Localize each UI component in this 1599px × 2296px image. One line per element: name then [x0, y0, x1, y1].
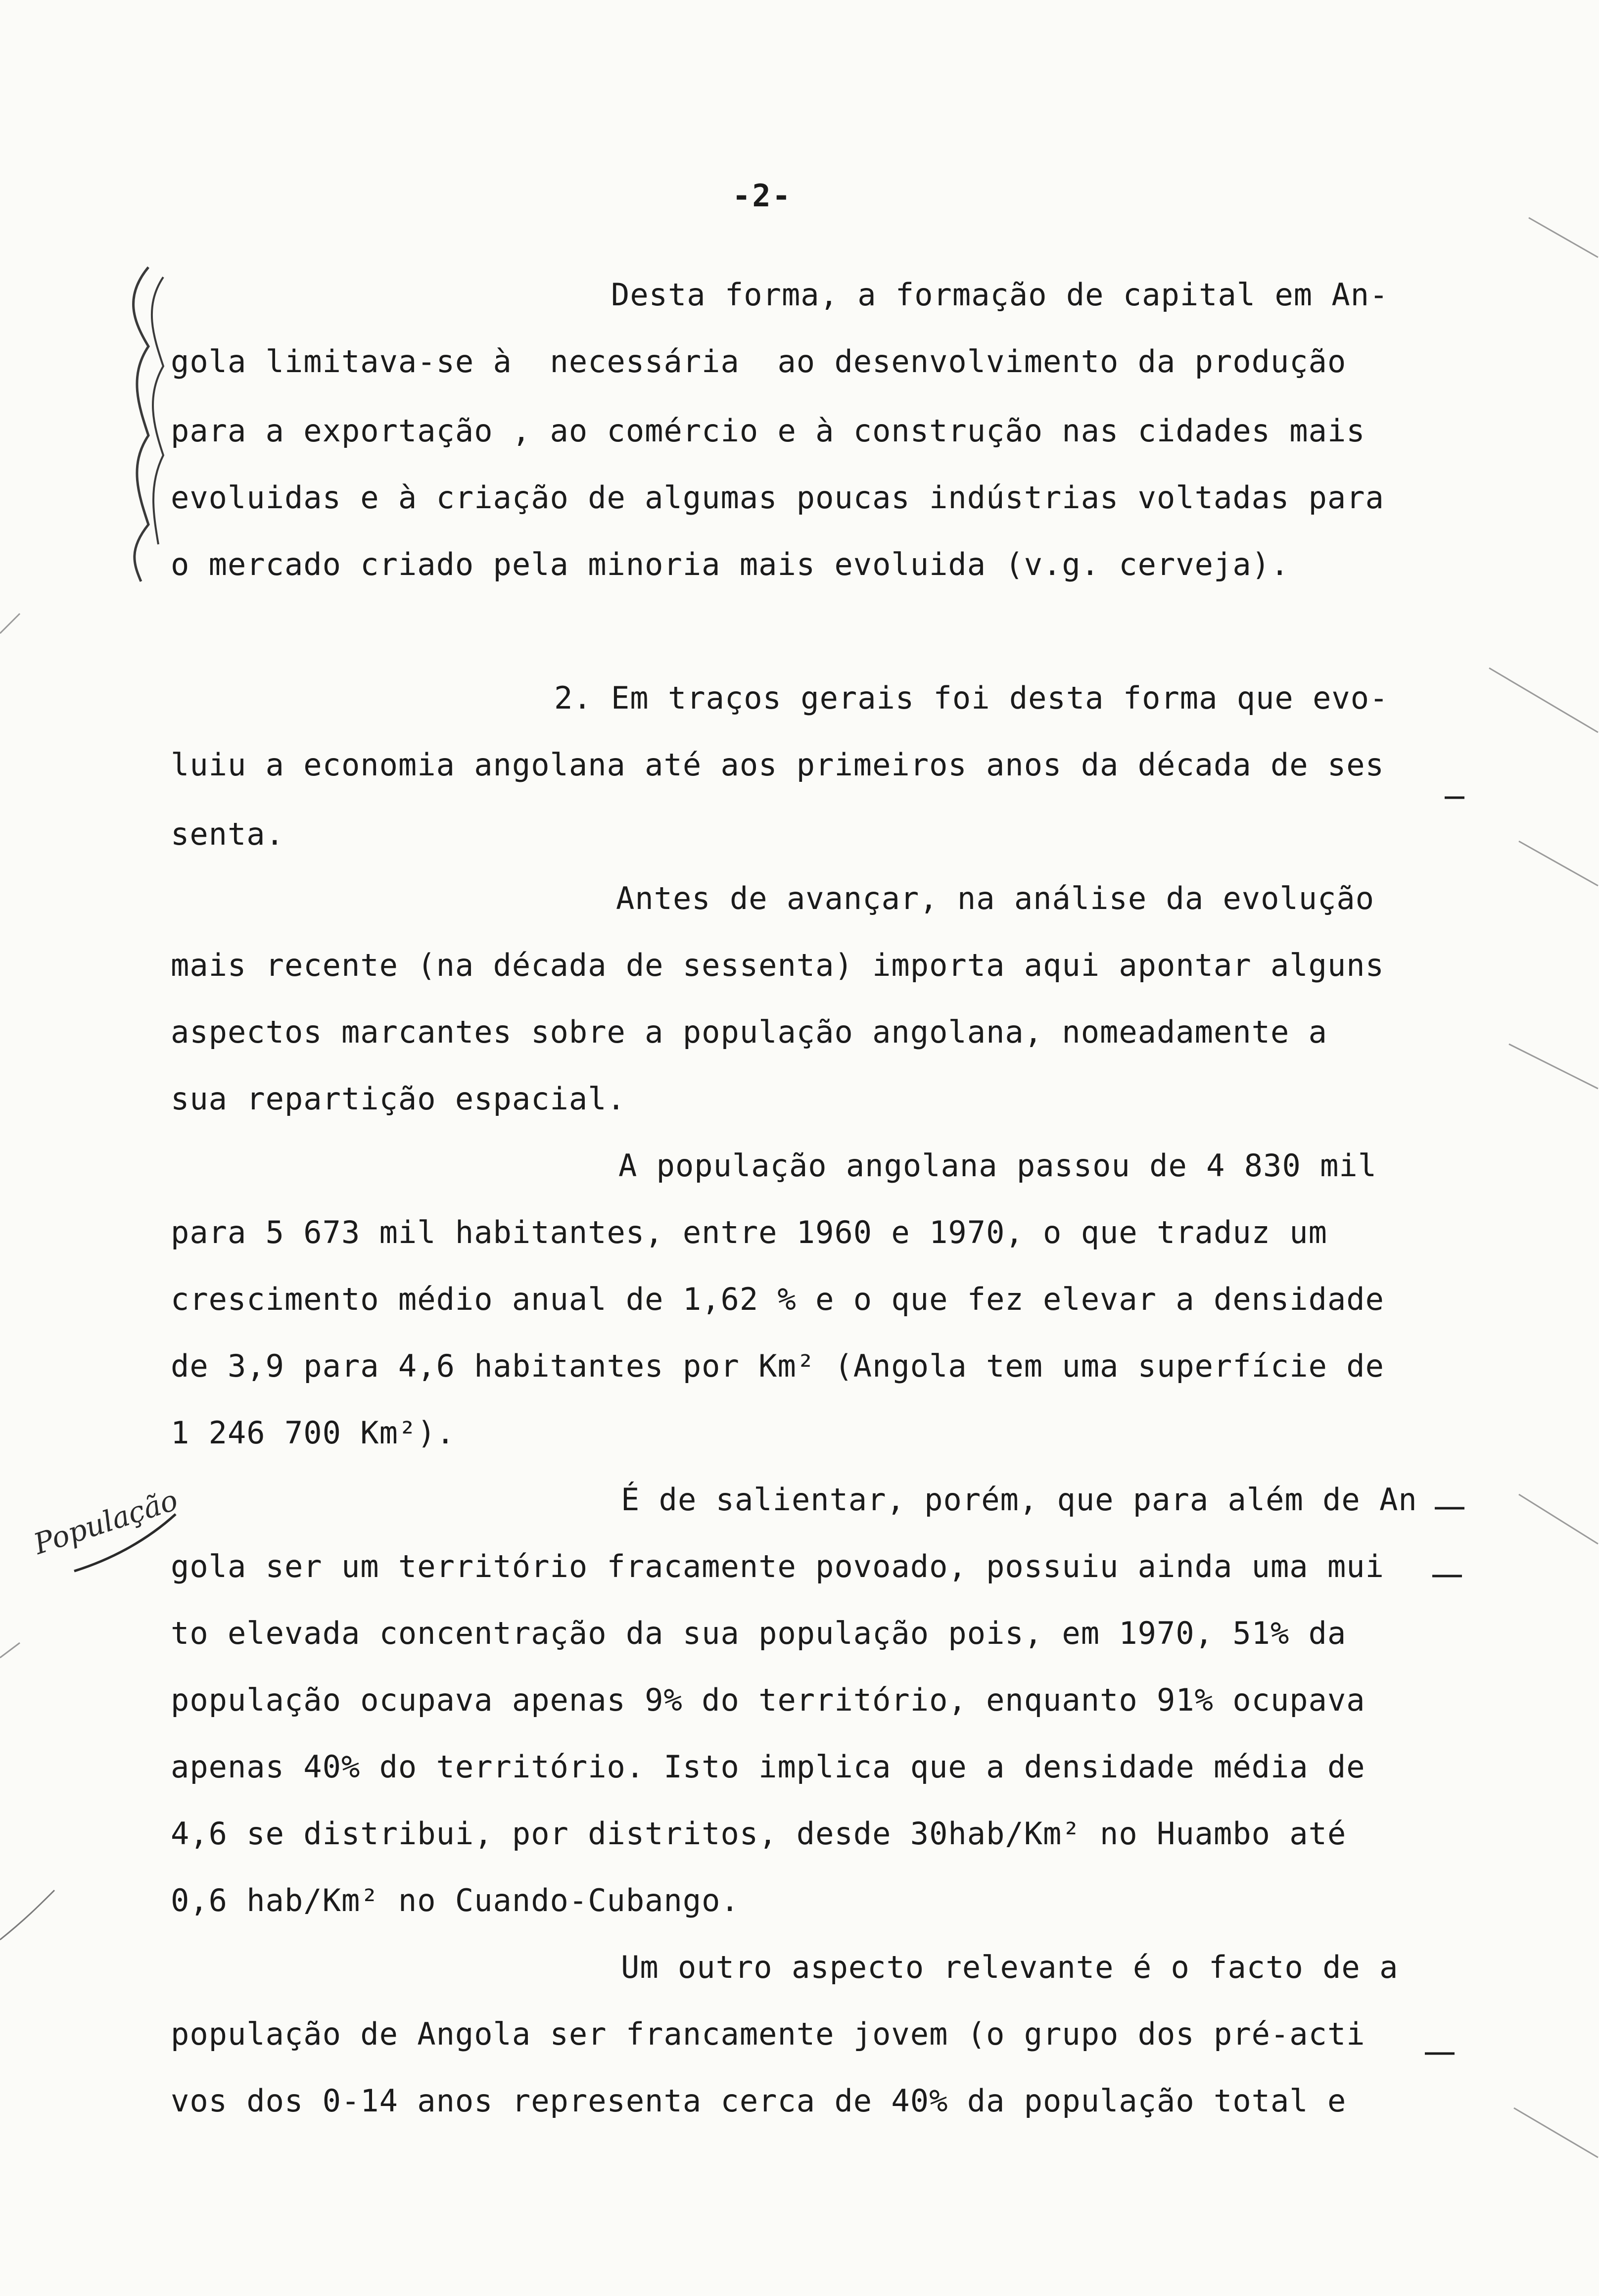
text-line: evoluidas e à criação de algumas poucas indústrias voltadas para	[171, 479, 1384, 516]
text-line: gola limitava-se à necessária ao desenvolvimento da produção	[171, 343, 1347, 380]
text-line: 0,6 hab/Km² no Cuando-Cubango.	[171, 1882, 740, 1918]
scan-streak	[1509, 1044, 1598, 1089]
text-line: para 5 673 mil habitantes, entre 1960 e 1970, o que traduz um	[171, 1214, 1327, 1250]
text-line: gola ser um território fracamente povoado, possuiu ainda uma mui	[171, 1548, 1384, 1584]
scan-streak	[0, 614, 20, 633]
text-line: to elevada concentração da sua população pois, em 1970, 51% da	[171, 1615, 1347, 1651]
text-line: 1 246 700 Km²).	[171, 1415, 455, 1451]
scan-streak	[0, 1890, 54, 1940]
text-line: crescimento médio anual de 1,62 % e o que fez elevar a densidade	[171, 1281, 1384, 1317]
text-line: luiu a economia angolana até aos primeiros anos da década de ses	[171, 747, 1384, 783]
text-line: o mercado criado pela minoria mais evoluida (v.g. cerveja).	[171, 546, 1290, 582]
text-line: Desta forma, a formação de capital em An-	[611, 277, 1389, 313]
margin-note: População	[30, 1483, 182, 1561]
text-line: mais recente (na década de sessenta) importa aqui apontar alguns	[171, 947, 1384, 983]
text-line: senta.	[171, 816, 284, 852]
margin-bracket-mark	[134, 267, 148, 581]
text-line: Antes de avançar, na análise da evolução	[616, 880, 1375, 916]
scan-streak	[1519, 841, 1598, 886]
text-line: É de salientar, porém, que para além de An	[621, 1482, 1417, 1518]
text-line: sua repartição espacial.	[171, 1081, 626, 1117]
scan-streak	[1519, 1494, 1598, 1544]
text-line: 2. Em traços gerais foi desta forma que evo-	[554, 680, 1389, 716]
scan-streak	[1489, 668, 1598, 732]
text-line: população ocupava apenas 9% do território, enquanto 91% ocupava	[171, 1682, 1365, 1718]
text-line: para a exportação , ao comércio e à construção nas cidades mais	[171, 413, 1365, 449]
margin-bracket-mark-inner	[152, 277, 163, 544]
scan-streak	[1529, 218, 1598, 257]
text-line: aspectos marcantes sobre a população angolana, nomeadamente a	[171, 1014, 1327, 1050]
text-line: Um outro aspecto relevante é o facto de a	[621, 1949, 1399, 1985]
text-line: A população angolana passou de 4 830 mil	[618, 1148, 1377, 1184]
text-line: 4,6 se distribui, por distritos, desde 30hab/Km² no Huambo até	[171, 1816, 1347, 1852]
text-line: população de Angola ser francamente jovem (o grupo dos pré-acti	[171, 2016, 1365, 2052]
scan-streak	[1514, 2108, 1598, 2157]
text-line: vos dos 0-14 anos representa cerca de 40% da população total e	[171, 2083, 1347, 2119]
scan-streak	[0, 1643, 20, 1658]
page-number: -2-	[732, 178, 792, 214]
text-line: apenas 40% do território. Isto implica que a densidade média de	[171, 1749, 1365, 1785]
text-line: de 3,9 para 4,6 habitantes por Km² (Angola tem uma superfície de	[171, 1348, 1384, 1384]
